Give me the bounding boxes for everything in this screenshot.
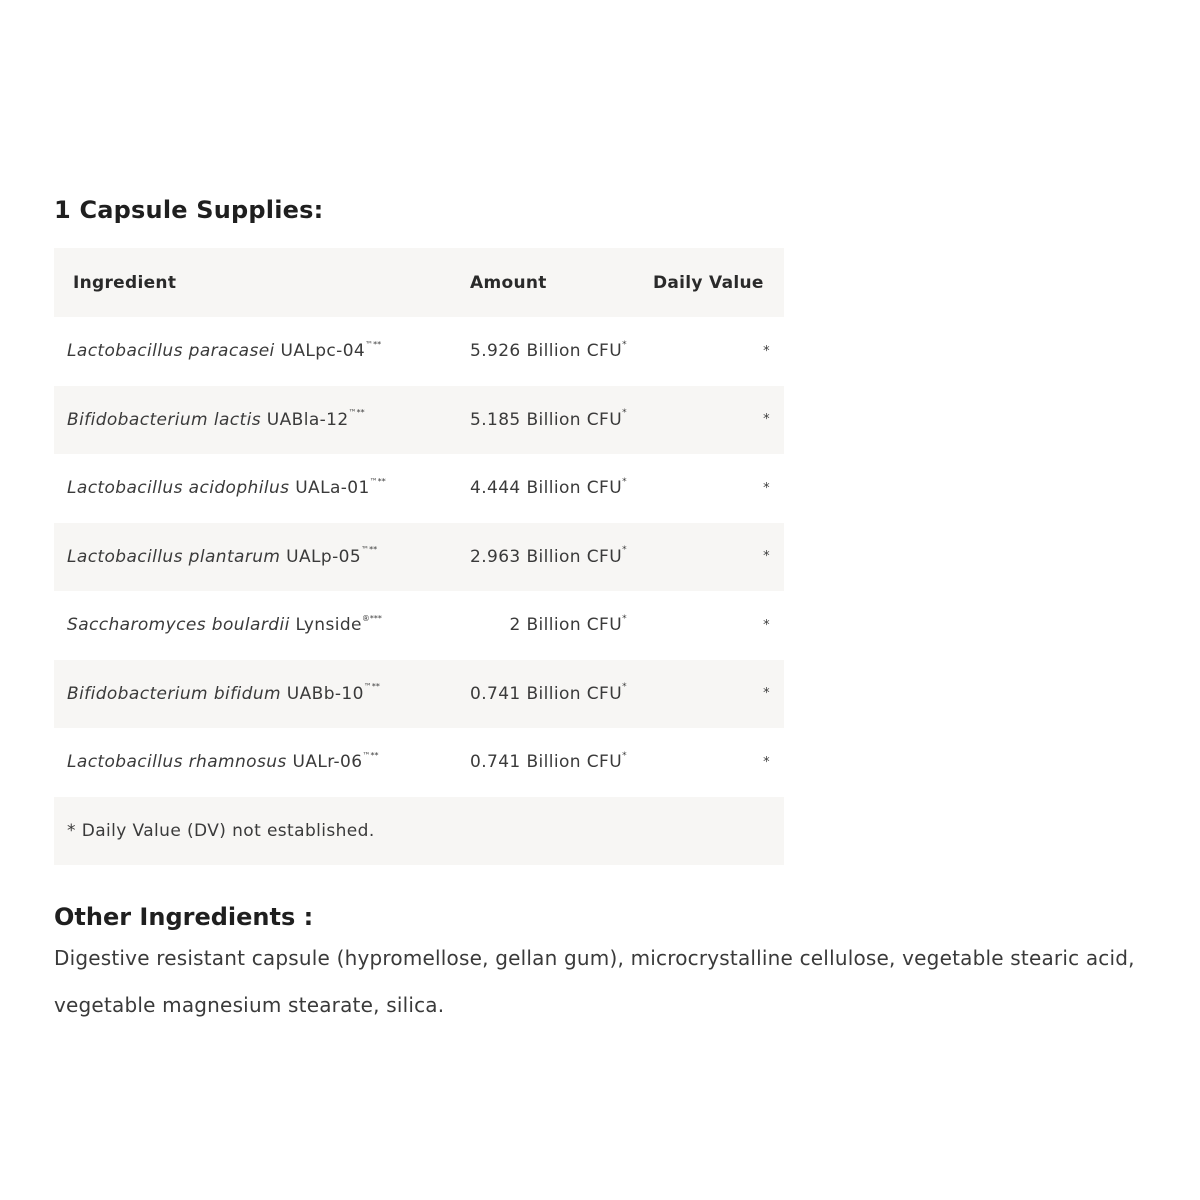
ingredient-cell <box>54 523 444 592</box>
amount-cell <box>444 523 631 592</box>
supplies-title: 1 Capsule Supplies: <box>54 196 324 224</box>
trademark-mark: ™** <box>361 545 378 555</box>
strain-name: UABb-10 <box>280 683 364 704</box>
trademark-mark: ™** <box>348 408 365 418</box>
species-name: Bifidobacterium bifidum <box>67 683 281 704</box>
strain-name: UABla-12 <box>260 409 349 430</box>
supplement-facts <box>54 190 1184 1029</box>
amount-footnote-mark: * <box>622 476 627 487</box>
ingredient-cell <box>54 386 444 455</box>
other-ingredients-text: Digestive resistant capsule (hypromellose, gellan gum), microcrystalline cellulose, vegetable stearic acid, vegetable magnesium stearate, silica. <box>54 946 1135 1017</box>
amount-value: 0.741 Billion CFU <box>469 683 623 704</box>
amount-footnote-mark: * <box>622 545 627 556</box>
amount-cell <box>444 386 631 455</box>
table-row <box>54 660 784 729</box>
amount-footnote-mark: * <box>622 339 627 350</box>
table-row <box>54 523 784 592</box>
daily-value-cell: * <box>631 591 784 660</box>
species-name: Lactobacillus acidophilus <box>67 478 290 499</box>
strain-name: UALr-06 <box>286 752 363 773</box>
amount-cell <box>444 728 631 797</box>
amount-value: 2 Billion CFU <box>509 615 623 636</box>
species-name: Saccharomyces boulardii <box>67 615 290 636</box>
amount-value: 5.185 Billion CFU <box>469 409 623 430</box>
table-row <box>54 317 784 386</box>
daily-value-cell: * <box>631 660 784 729</box>
ingredient-cell <box>54 454 444 523</box>
species-name: Lactobacillus rhamnosus <box>67 752 287 773</box>
strain-name: Lynside <box>289 615 362 636</box>
amount-cell <box>444 591 631 660</box>
trademark-mark: ®*** <box>361 613 382 623</box>
amount-cell <box>444 317 631 386</box>
amount-cell <box>444 454 631 523</box>
species-name: Lactobacillus paracasei <box>67 341 275 362</box>
header-daily-value: Daily Value <box>631 248 784 317</box>
amount-footnote-mark: * <box>622 408 627 419</box>
amount-value: 4.444 Billion CFU <box>469 478 623 499</box>
table-row <box>54 591 784 660</box>
strain-name: UALp-05 <box>280 546 362 567</box>
footnote-row <box>54 797 784 866</box>
table-header-row <box>54 248 784 317</box>
header-ingredient: Ingredient <box>54 248 444 317</box>
other-ingredients-title: Other Ingredients : <box>54 903 314 931</box>
header-amount: Amount <box>444 248 631 317</box>
trademark-mark: ™** <box>363 682 380 692</box>
trademark-mark: ™** <box>369 476 386 486</box>
table-row <box>54 386 784 455</box>
ingredient-cell <box>54 728 444 797</box>
daily-value-cell: * <box>631 728 784 797</box>
strain-name: UALpc-04 <box>274 341 366 362</box>
trademark-mark: ™** <box>365 339 382 349</box>
daily-value-cell: * <box>631 317 784 386</box>
daily-value-cell: * <box>631 523 784 592</box>
ingredient-cell <box>54 317 444 386</box>
species-name: Bifidobacterium lactis <box>67 409 261 430</box>
amount-value: 0.741 Billion CFU <box>469 752 623 773</box>
ingredient-cell <box>54 660 444 729</box>
daily-value-cell: * <box>631 386 784 455</box>
amount-footnote-mark: * <box>622 613 627 624</box>
species-name: Lactobacillus plantarum <box>67 546 281 567</box>
daily-value-cell: * <box>631 454 784 523</box>
amount-cell <box>444 660 631 729</box>
strain-name: UALa-01 <box>289 478 370 499</box>
table-row <box>54 728 784 797</box>
ingredient-cell <box>54 591 444 660</box>
footnote: * Daily Value (DV) not established. <box>54 797 784 866</box>
amount-value: 5.926 Billion CFU <box>469 341 623 362</box>
amount-footnote-mark: * <box>622 682 627 693</box>
amount-value: 2.963 Billion CFU <box>469 546 623 567</box>
trademark-mark: ™** <box>362 750 379 760</box>
supplement-table <box>54 248 784 865</box>
table-row <box>54 454 784 523</box>
amount-footnote-mark: * <box>622 750 627 761</box>
